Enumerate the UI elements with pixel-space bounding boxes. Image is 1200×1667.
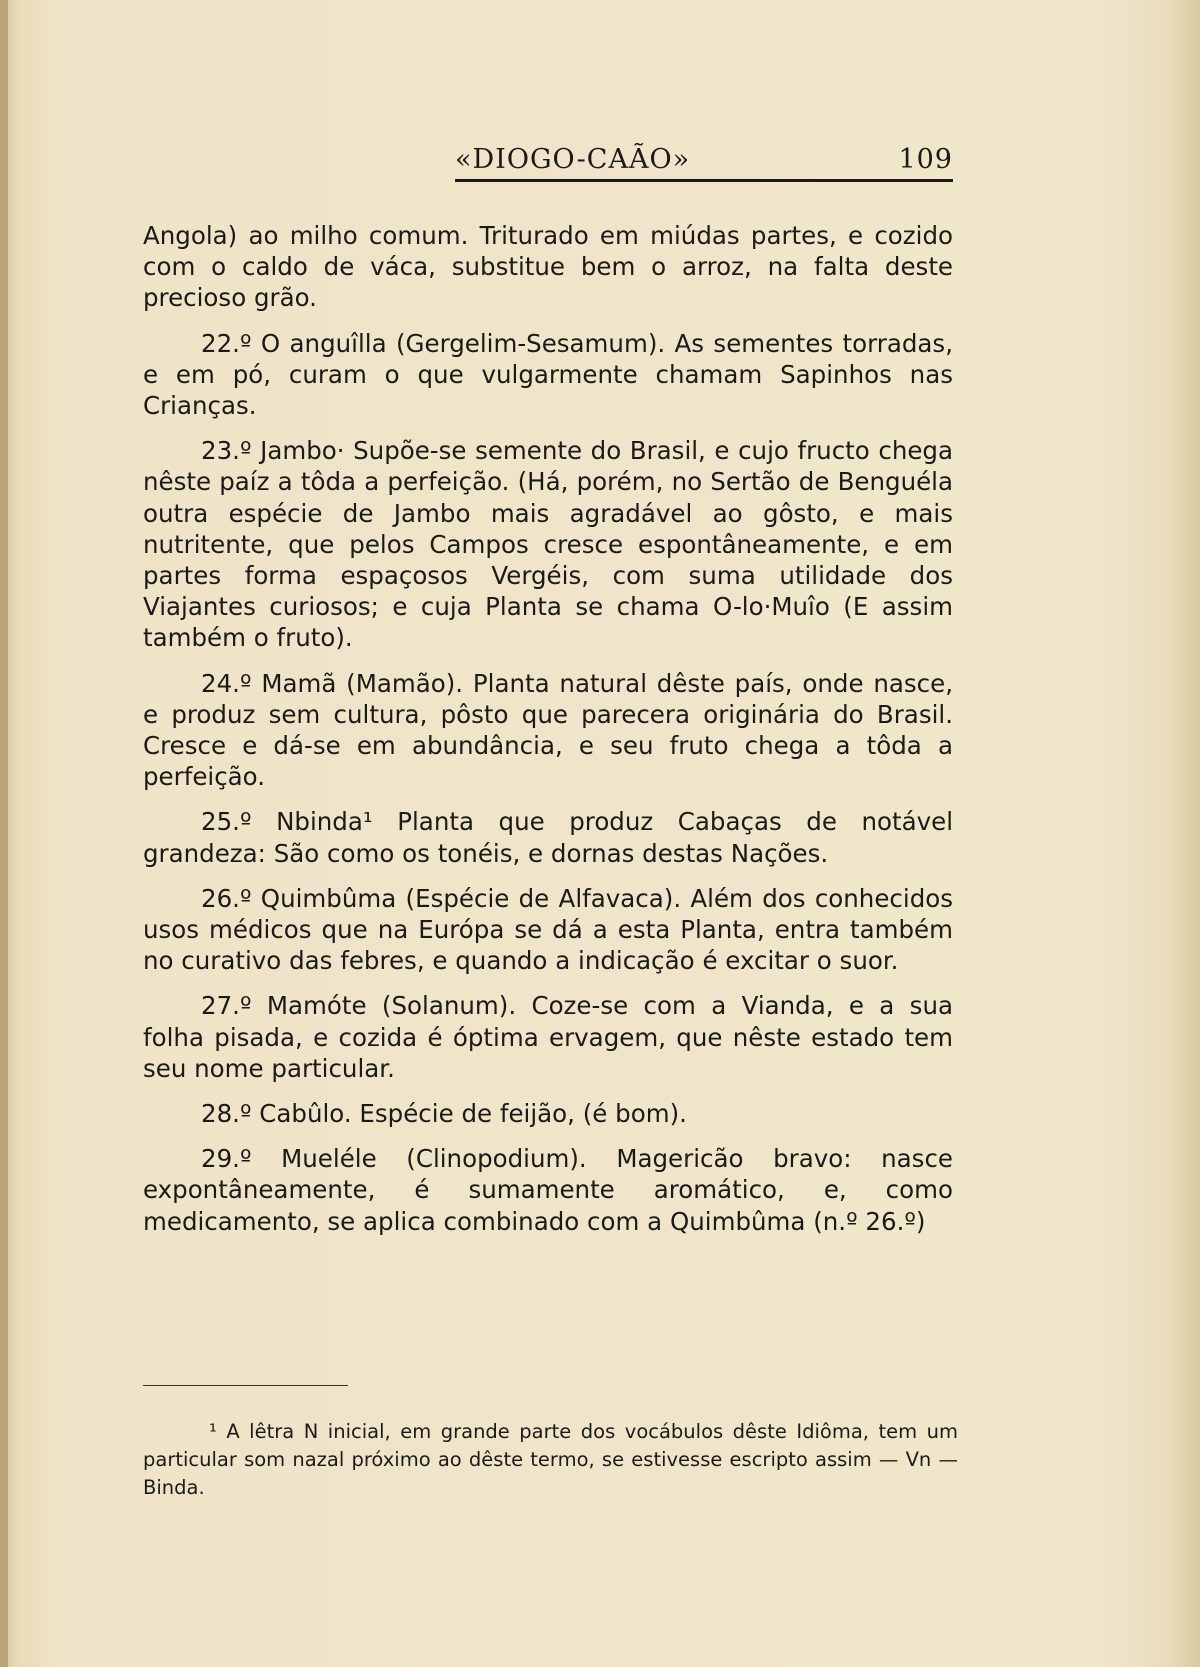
entry-26: 26.º Quimbûma (Espécie de Alfavaca). Além dos conhecidos usos médicos que na Európa se dá a esta Planta, entra também no curativo das febres, e quando a indicação é excitar o suor. (143, 883, 953, 976)
footnote-1: ¹ A lêtra N inicial, em grande parte dos vocábulos dêste Idiôma, tem um particular som nazal próximo ao dêste termo, se estivesse escripto assim — Vn — Binda. (143, 1420, 958, 1499)
entry-23: 23.º Jambo· Supõe-se semente do Brasil, e cujo fructo chega nêste paíz a tôda a perfeição. (Há, porém, no Sertão de Benguéla outra espécie de Jambo mais agradável ao gôsto, e mais nutritente, que pelos Campos cresce espontâneamente, e em partes forma espaçosos Vergéis, com suma utilidade dos Viajantes curiosos; e cuja Planta se chama O-lo·Muîo (E assim também o fruto). (143, 436, 953, 653)
header-rule (455, 179, 953, 182)
running-title: «DIOGO-CAÃO» (455, 144, 691, 175)
entry-28: 28.º Cabûlo. Espécie de feijão, (é bom). (201, 1099, 687, 1129)
footnote-separator (143, 1385, 348, 1386)
page-spine-edge (0, 0, 8, 1667)
entry-29: 29.º Mueléle (Clinopodium). Magericão bravo: nasce expontâneamente, é sumamente aromático, e, como medicamento, se aplica combinado com a Quimbûma (n.º 26.º) (143, 1144, 953, 1236)
entry-27: 27.º Mamóte (Solanum). Coze-se com a Vianda, e a sua folha pisada, e cozida é óptima ervagem, que nêste estado tem seu nome particular. (143, 991, 953, 1083)
paragraph: Angola) ao milho comum. Triturado em miúdas partes, e cozido com o caldo de váca, substitue bem o arroz, na falta deste precioso grão. (143, 221, 953, 313)
entry-24: 24.º Mamã (Mamão). Planta natural dêste país, onde nasce, e produz sem cultura, pôsto que parecera originária do Brasil. Cresce e dá-se em abundância, e seu fruto chega a tôda a perfeição. (143, 668, 953, 792)
footnotes (143, 1418, 958, 1502)
page-header (455, 138, 953, 182)
body-text (143, 220, 953, 1251)
entry-22: 22.º O anguîlla (Gergelim-Sesamum). As sementes torradas, e em pó, curam o que vulgarmente chamam Sapinhos nas Crianças. (143, 328, 953, 421)
page-number: 109 (898, 144, 953, 175)
entry-25: 25.º Nbinda¹ Planta que produz Cabaças de notável grandeza: São como os tonéis, e dornas destas Nações. (143, 807, 953, 868)
